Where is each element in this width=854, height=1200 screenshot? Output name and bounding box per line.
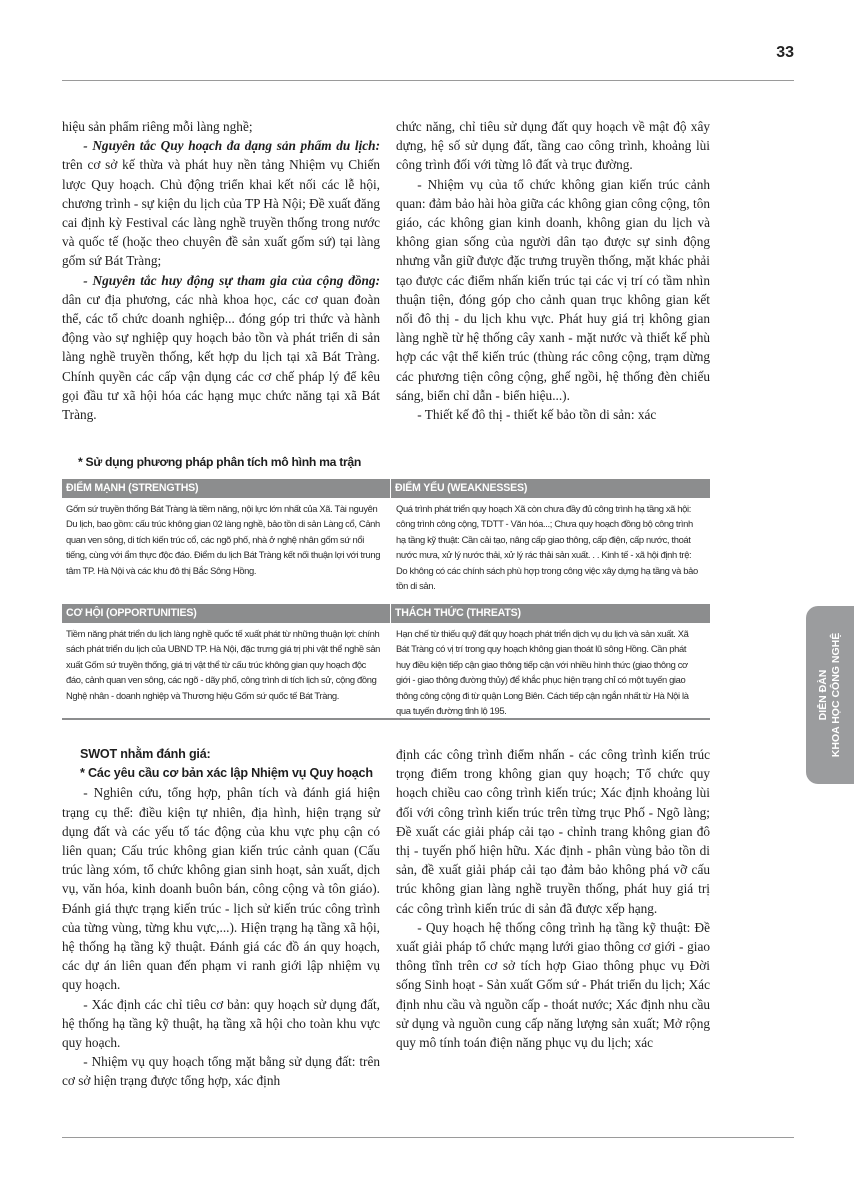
upper-right-column bbox=[396, 117, 710, 424]
swot-weaknesses-text: Quá trình phát triển quy hoạch Xã còn chưa đầy đủ công trình hạ tầng xã hội: công trình công cộng, TDTT - Văn hóa...; Chưa quy hoạch đồng bộ công trình hạ tầng kỹ thuật: Cần cải tạo, nâng cấp giao thông, cấp điện, cấp nước, thoát nước mưa, xử lý nước thải, xử lý rác thải sản xuất. . . Kinh tế - xã hội định trệ: Do không có các chính sách phù hợp trong công việc xây dựng hạ tầng và bảo tồn di sản. bbox=[390, 498, 710, 604]
paragraph: - Quy hoạch hệ thống công trình hạ tầng kỹ thuật: Đề xuất giải pháp tổ chức mạng lưới giao thông cơ giới - giao thông tĩnh trên cơ sở tích hợp Giao thông phục vụ Đời sống Sinh hoạt - Sản xuất Gốm sứ - Phát triển du lịch; Xác định nhu cầu và nguồn cấp - thoát nước; Xác định nhu cầu sử dụng và nguồn cung cấp năng lượng sản xuất; Mở rộng quy mô tính toán điện năng phục vụ du lịch; xác bbox=[396, 919, 710, 1051]
side-tab-line: DIỄN ĐÀN bbox=[817, 669, 829, 721]
paragraph: - Thiết kế đô thị - thiết kế bảo tồn di sản: xác bbox=[417, 407, 657, 423]
paragraph: định các công trình điểm nhấn - các công trình kiến trúc trọng điểm trong không gian quy hoạch; Tổ chức quy hoạch chiều cao công trình kiến trúc; Xác định khoảng lùi đối với công trình kiến trúc trên từng trục Phố - Ngõ làng; Đề xuất các giải pháp cải tạo - chỉnh trang không gian đô thị - tuyến phố hiện hữu. Xác định - phân vùng bảo tồn di sản, đề xuất giải pháp cải tạo đảm bảo không phá vỡ cấu trúc không gian làng nghề truyền thống, phát huy giá trị các công trình kiến trúc di sản đã được xếp hạng. bbox=[396, 747, 710, 916]
footer-rule bbox=[62, 1137, 794, 1138]
paragraph: - Nhiệm vụ quy hoạch tổng mặt bằng sử dụng đất: trên cơ sở hiện trạng được tổng hợp, xác định bbox=[62, 1054, 380, 1089]
lower-right-column bbox=[396, 745, 710, 1052]
swot-threats-header: THÁCH THỨC (THREATS) bbox=[390, 604, 710, 623]
paragraph: hiệu sản phẩm riêng mỗi làng nghề; bbox=[62, 119, 253, 134]
page-number: 33 bbox=[776, 44, 794, 61]
paragraph: - Xác định các chỉ tiêu cơ bản: quy hoạch sử dụng đất, hệ thống hạ tầng kỹ thuật, hạ tầng xã hội cho toàn khu vực quy hoạch. bbox=[62, 996, 380, 1051]
upper-left-column bbox=[62, 117, 380, 424]
lower-left-column bbox=[62, 745, 380, 1091]
swot-opportunities-text: Tiềm năng phát triển du lịch làng nghề quốc tế xuất phát từ những thuận lợi: chính sách phát triển du lịch của UBND TP. Hà Nội, đặc trưng giá trị phi vật thể nghề sản xuất Gốm sứ truyền thống, giá trị vật thể từ cấu trúc không gian quy hoạch độc đáo, cảnh quan ven sông, các ngõ - dãy phố, công trình di tích lịch sử, cộng đồng Nghệ nhân - doanh nghiệp và Thương hiệu Gốm sứ quốc tế Bát Tràng. bbox=[62, 623, 390, 741]
swot-caption: * Sử dụng phương pháp phân tích mô hình ma trận bbox=[78, 455, 362, 469]
paragraph: - Nghiên cứu, tổng hợp, phân tích và đánh giá hiện trạng cụ thể: điều kiện tự nhiên, địa hình, hiện trạng sử dụng đất và các yếu tố tác động của khu vực phụ cận có liên quan; Cấu trúc không gian kiến trúc cảnh quan (Cấu trúc làng xóm, tổ chức không gian sinh hoạt, sản xuất, dịch vụ, văn hóa, kinh doanh buôn bán, công cộng và tôn giáo). Đánh giá thực trạng kiến trúc - lịch sử kiến trúc công trình của từng vùng, từng khu vực,...). Hiện trạng hạ tầng xã hội, hệ thống hạ tầng kỹ thuật. Đánh giá các đồ án quy hoạch, các dự án liên quan đến phạm vi ranh giới lập nhiệm vụ quy hoạch. bbox=[62, 785, 380, 993]
side-tab-label bbox=[817, 633, 843, 757]
paragraph: chức năng, chỉ tiêu sử dụng đất quy hoạch về mật độ xây dựng, hệ số sử dụng đất, tầng cao công trình, khoảng lùi công trình đối với từng lô đất và trục đường. bbox=[396, 119, 710, 173]
swot-threats-text: Hạn chế từ thiếu quỹ đất quy hoạch phát triển dịch vụ du lịch và sản xuất. Xã Bát Tràng có vị trí trong quy hoạch không gian thoát lũ sông Hồng. Cần phát huy điều kiện tiếp cận giao thông tiếp cận với nhiều hình thức (giao thông cơ giới - giao thông đường thủy) để khắc phục hiện trạng chỉ có một tuyến giao thông công cộng đi từ quận Long Biên. Cách tiếp cận ngắn nhất từ Hà Nội là qua tuyến đường tỉnh lộ 195. bbox=[390, 623, 710, 741]
swot-table-bottom-rule bbox=[62, 718, 710, 720]
header-rule bbox=[62, 80, 794, 81]
swot-weaknesses-header: ĐIỂM YẾU (WEAKNESSES) bbox=[390, 479, 710, 498]
principle-heading: - Nguyên tắc huy động sự tham gia của cộng đồng: bbox=[83, 272, 380, 288]
paragraph: - Nhiệm vụ của tổ chức không gian kiến trúc cảnh quan: đảm bảo hài hòa giữa các không gian công cộng, tôn giáo, các không gian kinh doanh, không gian du lịch và không gian sống của người dân tạo được sự sinh động nhưng vẫn giữ được đặc trưng truyền thống, mặt khác phải tạo được các điểm nhấn kiến trúc tại các vị trí có tầm nhìn thuận tiện, đóng góp cho cảnh quan trục không gian kết nối đô thị - du lịch khu vực. Phát huy giá trị không gian làng nghề từ hệ thống cây xanh - mặt nước và thiết kế phù hợp các vật thể kiến trúc (thùng rác công cộng, trạm dừng các phương tiện công cộng, ghế ngồi, hệ thống đèn chiếu sáng, biển chỉ dẫn - biển hiệu...). bbox=[396, 176, 710, 403]
paragraph bbox=[62, 136, 380, 270]
paragraph-text: trên cơ sở kế thừa và phát huy nền tảng Nhiệm vụ Chiến lược Quy hoạch. Chủ động triển khai kết nối các lễ hội, chương trình - sự kiện du lịch của TP Hà Nội; Đề xuất đăng cai định kỳ Festival các làng nghề truyền thống trong nước và quốc tế (hoặc theo chuyên đề sản xuất gốm sứ) tại làng gốm sứ Bát Tràng; bbox=[62, 157, 380, 269]
principle-heading: - Nguyên tắc Quy hoạch đa dạng sản phẩm du lịch: bbox=[83, 138, 380, 154]
side-tab-line: KHOA HỌC CÔNG NGHỆ bbox=[830, 632, 842, 758]
section-subheading: * Các yêu cầu cơ bản xác lập Nhiệm vụ Quy hoạch bbox=[80, 766, 373, 781]
paragraph bbox=[62, 271, 380, 425]
swot-strengths-header: ĐIỂM MẠNH (STRENGTHS) bbox=[62, 479, 390, 498]
section-side-tab bbox=[806, 606, 854, 784]
swot-opportunities-header: CƠ HỘI (OPPORTUNITIES) bbox=[62, 604, 390, 623]
swot-table bbox=[62, 479, 710, 741]
swot-strengths-text: Gốm sứ truyền thống Bát Tràng là tiềm năng, nội lực lớn nhất của Xã. Tài nguyên Du lịch, bao gồm: cấu trúc không gian 02 làng nghề, bảo tồn di sản Làng cổ, Cảnh quan ven sông, di tích kiến trúc cổ, các ngõ phố, nhà ở nghệ nhân gốm sứ nổi tiếng, cùng với ẩm thực độc đáo. Điểm du lịch Bát Tràng kết nối thuận lợi với trung tâm TP. Hà Nội và các khu đô thị Bắc Sông Hồng. bbox=[62, 498, 390, 604]
paragraph-text: dân cư địa phương, các nhà khoa học, các cơ quan đoàn thể, các tổ chức doanh nghiệp... đóng góp tri thức và hành động vào sự nghiệp quy hoạch bảo tồn và phát triển di sản làng nghề truyền thống, kết hợp du lịch tại xã Bát Tràng. Chính quyền các cấp vận dụng các cơ chế pháp lý để kêu gọi đầu tư xã hội hóa các hạng mục chức năng tại xã Bát Tràng. bbox=[62, 291, 380, 423]
section-heading: SWOT nhằm đánh giá: bbox=[80, 747, 211, 761]
